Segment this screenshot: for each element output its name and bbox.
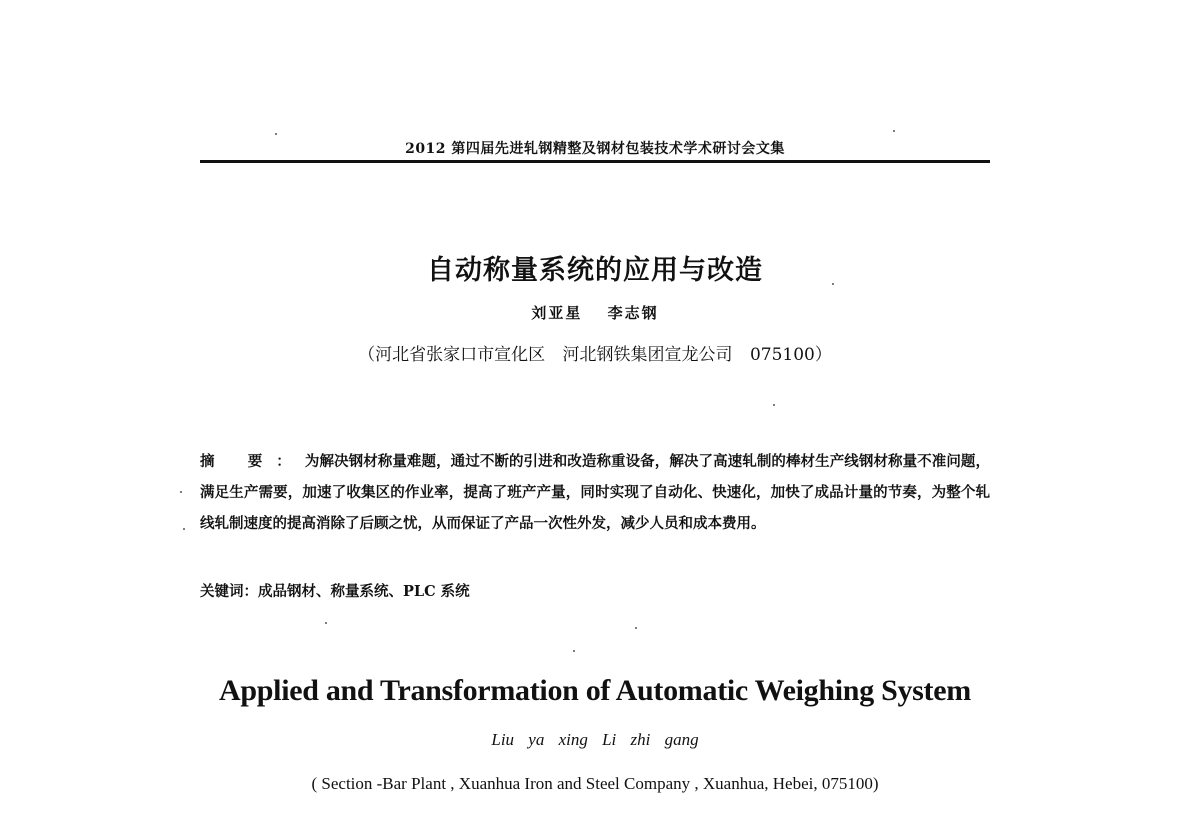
scan-speck [832,283,834,285]
chinese-affiliation: （河北省张家口市宣化区 河北钢铁集团宣龙公司 075100） [358,345,832,365]
scan-speck [325,622,327,624]
keywords-text: 成品钢材、称量系统、PLC 系统 [258,583,470,600]
scan-speck [635,627,637,629]
scan-speck [275,133,277,135]
keywords-label: 关键词： [200,583,258,600]
header-rule [200,160,990,163]
scan-speck [180,491,182,493]
chinese-abstract [200,446,990,539]
abstract-text: 为解决钢材称量难题，通过不断的引进和改造称重设备，解决了高速轧制的棒材生产线钢材称量不准问题，满足生产需要，加速了收集区的作业率，提高了班产产量，同时实现了自动化、快速化，加快了成品计量的节奏，为整个轧线轧制速度的提高消除了后顾之忧，从而保证了产品一次性外发，减少人员和成本费用。 [200,453,990,532]
scan-speck [773,404,775,406]
chinese-title: 自动称量系统的应用与改造 [427,255,763,286]
scan-speck [183,528,185,530]
running-header: 2012 第四届先进轧钢精整及钢材包装技术学术研讨会文集 [405,141,785,157]
english-affiliation: ( Section -Bar Plant , Xuanhua Iron and Steel Company , Xuanhua, Hebei, 075100) [311,774,879,793]
scan-speck [893,130,895,132]
english-title: Applied and Transformation of Automatic Weighing System [219,674,971,707]
chinese-authors: 刘亚星 李志钢 [531,304,659,322]
chinese-keywords [200,580,990,601]
english-authors: Liu ya xing Li zhi gang [491,730,699,749]
scan-speck [573,650,575,652]
abstract-label: 摘 要： [200,453,305,470]
